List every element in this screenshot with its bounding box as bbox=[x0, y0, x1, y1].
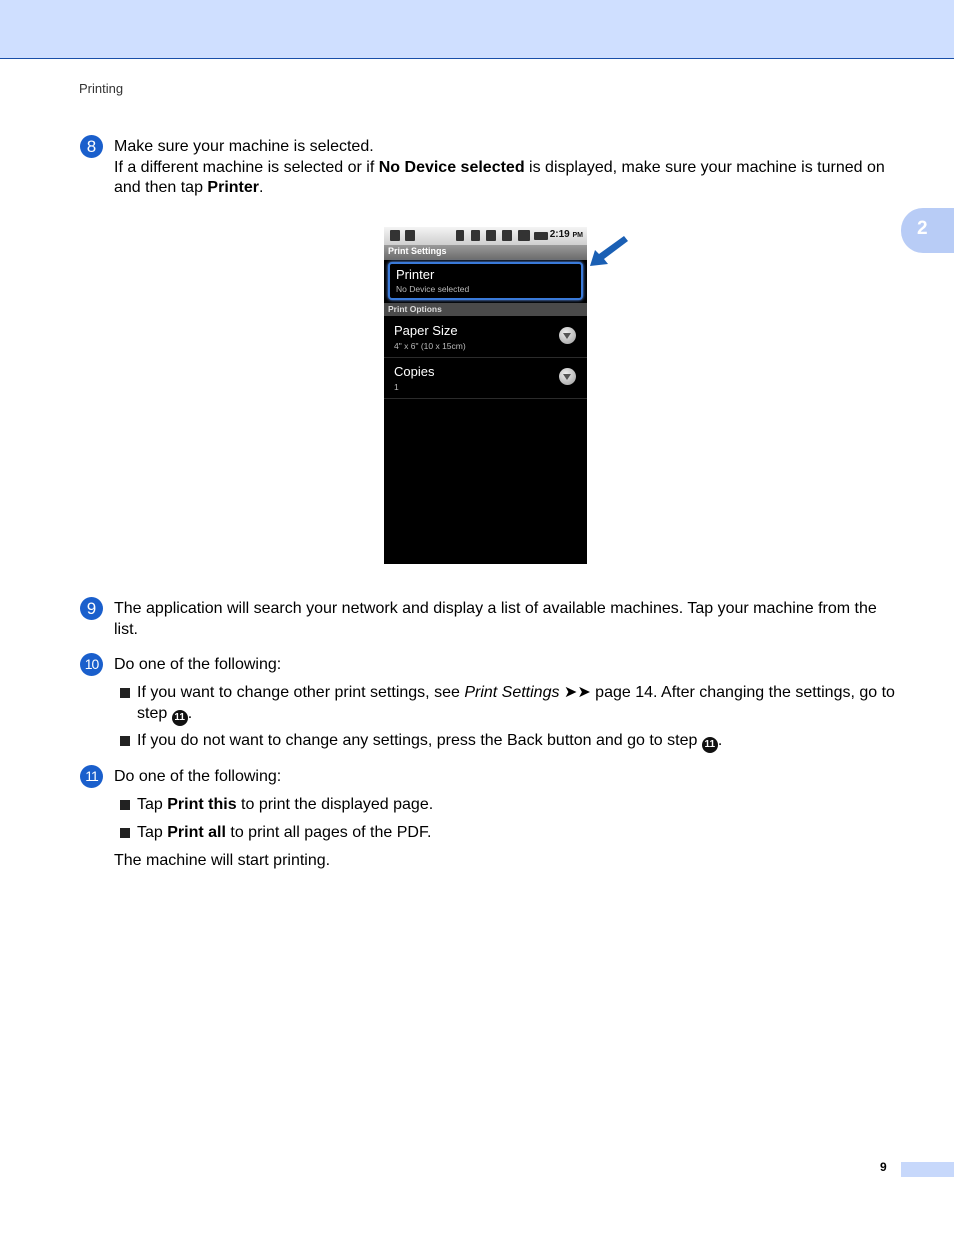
bullet-square-icon bbox=[120, 800, 130, 810]
arrow-ref-icon: ➤➤ bbox=[559, 684, 596, 701]
status-bar bbox=[384, 227, 587, 245]
paper-size-label: Paper Size bbox=[394, 323, 458, 338]
phone-screenshot bbox=[384, 227, 587, 564]
printer-setting-row[interactable] bbox=[388, 262, 583, 300]
page-number: 9 bbox=[880, 1160, 887, 1174]
print-settings-link[interactable]: Print Settings bbox=[464, 684, 560, 701]
printer-term: Printer bbox=[207, 179, 259, 196]
closing-text: The machine will start printing. bbox=[114, 852, 331, 869]
step-10-bullet-1: If you want to change other print settings, see Print Settings ➤➤ page 14. After changing the settings, go to step 11 . bbox=[120, 683, 912, 726]
no-device-selected-term: No Device selected bbox=[378, 158, 525, 176]
step-9-number: 9 bbox=[80, 597, 103, 620]
step-ref-11: 11 bbox=[172, 710, 188, 726]
step-8-line2: If a different machine is selected or if No Device selected is displayed, make sure your machine is turned on and then tap Printer. bbox=[114, 158, 885, 196]
chapter-number: 2 bbox=[917, 218, 928, 239]
app-title: Print Settings bbox=[388, 246, 447, 256]
usb-icon bbox=[405, 230, 415, 241]
dropdown-icon[interactable] bbox=[559, 327, 576, 344]
step-11-bullet-1: Tap Print this to print the displayed page. bbox=[120, 795, 912, 816]
step-ref-11: 11 bbox=[702, 737, 718, 753]
bullet-square-icon bbox=[120, 736, 130, 746]
step-8-text bbox=[114, 137, 894, 199]
step-10-text: Do one of the following: bbox=[114, 656, 282, 673]
notification-icon bbox=[390, 230, 400, 241]
running-head: Printing bbox=[79, 81, 124, 96]
bullet-square-icon bbox=[120, 828, 130, 838]
bullet-square-icon bbox=[120, 688, 130, 698]
dropdown-icon[interactable] bbox=[559, 368, 576, 385]
data-icon bbox=[502, 230, 512, 241]
paper-size-value: 4" x 6" (10 x 15cm) bbox=[394, 341, 466, 351]
copies-label: Copies bbox=[394, 364, 435, 379]
copies-value: 1 bbox=[394, 382, 399, 392]
battery-icon bbox=[534, 232, 548, 240]
printer-label: Printer bbox=[396, 267, 435, 282]
bluetooth-icon bbox=[456, 230, 464, 241]
paper-size-row[interactable] bbox=[384, 317, 587, 358]
step-8-number: 8 bbox=[80, 135, 103, 158]
step-8-line1: Make sure your machine is selected. bbox=[114, 138, 374, 155]
step-11-bullet-2: Tap Print all to print all pages of the PDF. bbox=[120, 823, 912, 844]
print-this-term: Print this bbox=[167, 796, 237, 813]
printer-value: No Device selected bbox=[396, 284, 470, 294]
step-11-text: Do one of the following: bbox=[114, 768, 282, 785]
step-10-number: 10 bbox=[80, 653, 103, 676]
top-band bbox=[0, 0, 954, 59]
chapter-tab bbox=[901, 208, 954, 253]
print-all-term: Print all bbox=[167, 824, 226, 841]
pointer-arrow-icon bbox=[586, 230, 630, 270]
app-title-bar bbox=[384, 245, 587, 260]
vibrate-icon bbox=[471, 230, 480, 241]
copies-row[interactable] bbox=[384, 358, 587, 399]
status-time: 2:19 PM bbox=[549, 229, 583, 240]
page-bar bbox=[901, 1162, 954, 1177]
wifi-icon bbox=[486, 230, 496, 241]
step-11-number: 11 bbox=[80, 765, 103, 788]
signal-icon bbox=[518, 230, 530, 241]
print-options-header: Print Options bbox=[384, 303, 587, 316]
step-9-text: The application will search your network and display a list of available machines. Tap your machine from the list. bbox=[114, 600, 877, 638]
step-10-bullet-2: If you do not want to change any settings, press the Back button and go to step 11 . bbox=[120, 731, 912, 753]
